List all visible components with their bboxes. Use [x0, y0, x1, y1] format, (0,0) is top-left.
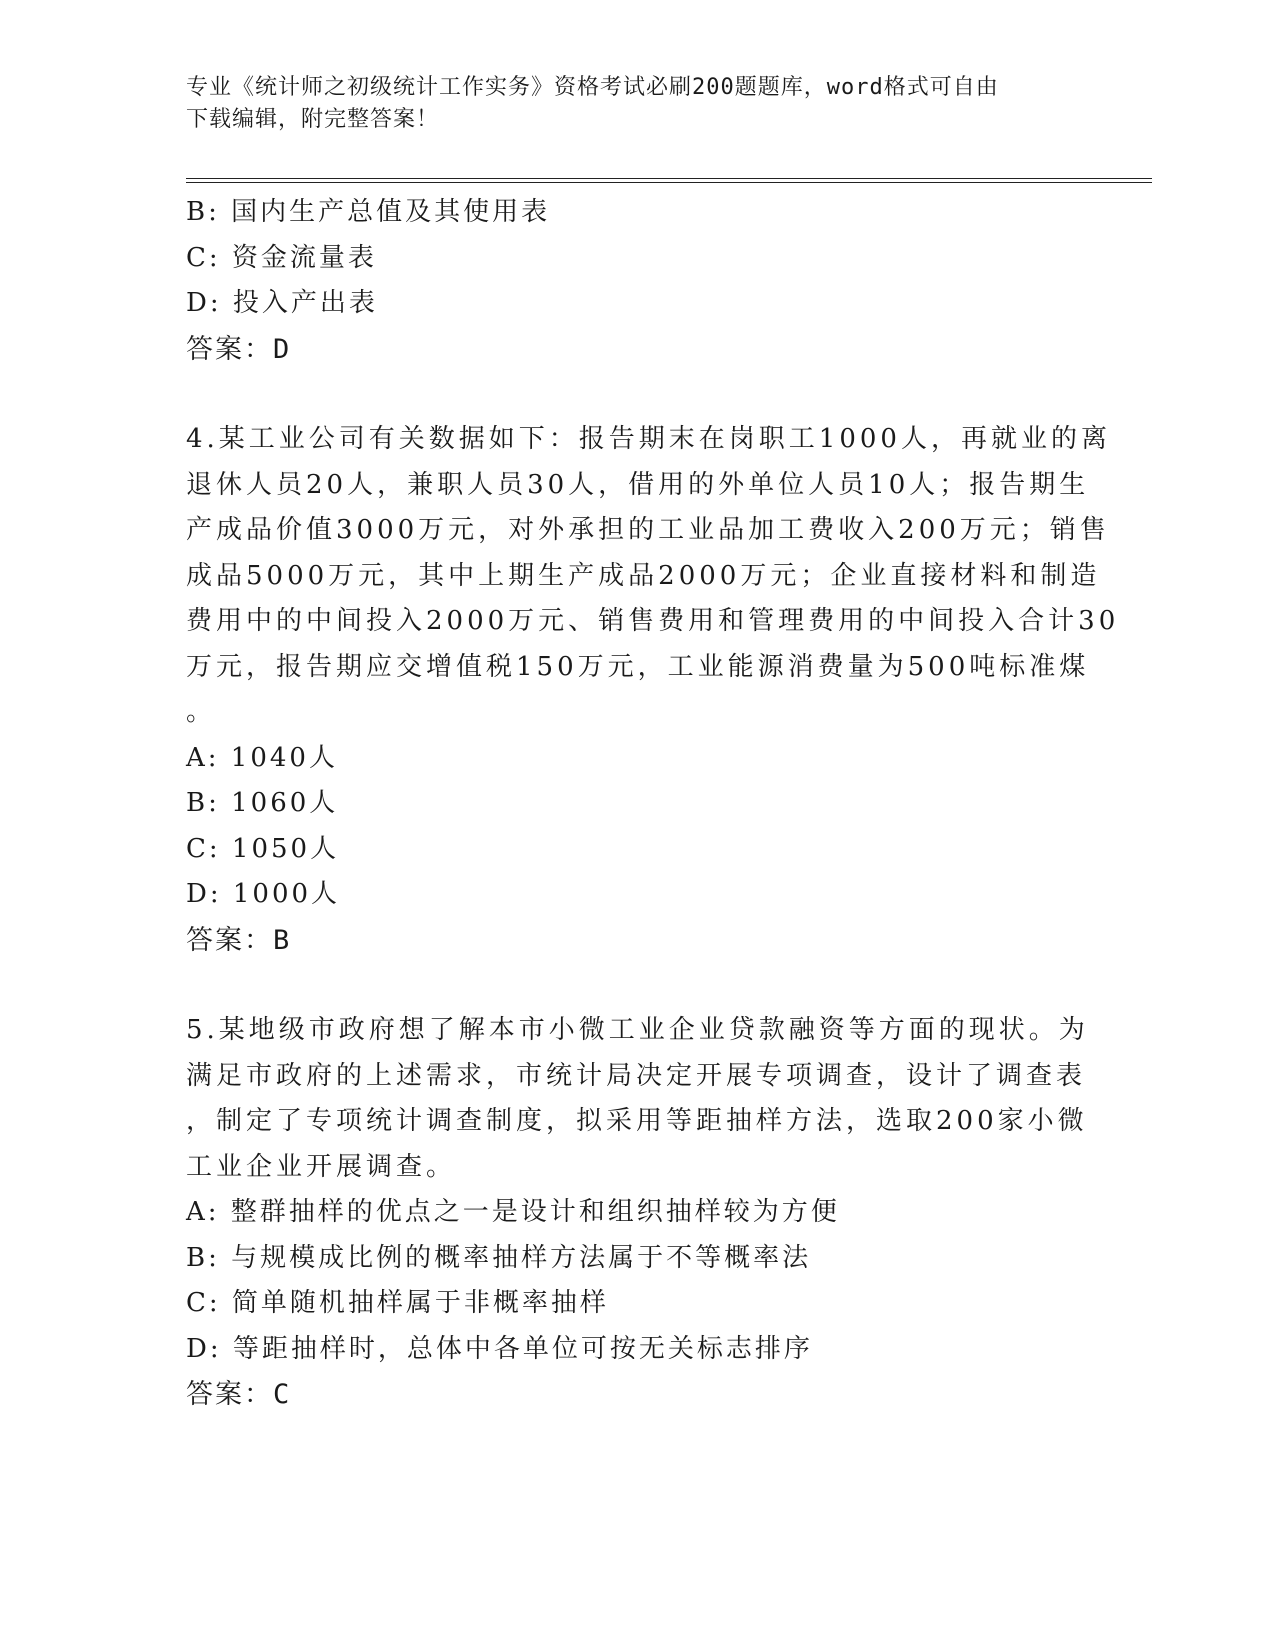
- header-divider-bottom: [186, 182, 1152, 183]
- question-4-line: 4.某工业公司有关数据如下：报告期末在岗职工1000人，再就业的离: [186, 424, 1111, 454]
- spacer: [186, 372, 1086, 417]
- option-d: D: 等距抽样时，总体中各单位可按无关标志排序: [186, 1333, 813, 1364]
- question-4-line: 成品5000万元，其中上期生产成品2000万元；企业直接材料和制造: [186, 560, 1101, 591]
- question-4-line: 产成品价值3000万元，对外承担的工业品加工费收入200万元；销售: [186, 515, 1110, 545]
- question-5-line: 5.某地级市政府想了解本市小微工业企业贷款融资等方面的现状。为: [186, 1015, 1089, 1045]
- question-4-stem: [186, 417, 1120, 736]
- document-body: [186, 190, 1120, 1418]
- header-line-2: 下载编辑，附完整答案！: [186, 107, 440, 132]
- option-c: C: 简单随机抽样属于非概率抽样: [186, 1288, 609, 1318]
- question-5-line: ，制定了专项统计调查制度，拟采用等距抽样方法，选取200家小微: [186, 1106, 1088, 1136]
- question-5-options: [186, 1190, 1086, 1372]
- question-5-line: 满足市政府的上述需求，市统计局决定开展专项调查，设计了调查表: [186, 1060, 1087, 1091]
- option-d: D: 投入产出表: [186, 288, 378, 318]
- option-c: C: 资金流量表: [186, 242, 377, 273]
- header-divider-top: [186, 178, 1152, 179]
- question-4-line: 费用中的中间投入2000万元、销售费用和管理费用的中间投入合计30: [186, 606, 1120, 636]
- option-d: D: 1000人: [186, 879, 341, 909]
- option-a: A: 整群抽样的优点之一是设计和组织抽样较为方便: [186, 1197, 840, 1227]
- option-c: C: 1050人: [186, 833, 340, 864]
- option-b: B: 1060人: [186, 788, 339, 818]
- question-4-options: [186, 736, 1086, 918]
- spacer: [186, 963, 1086, 1008]
- question-4-line: 。: [186, 697, 217, 727]
- question-4-line: 万元，报告期应交增值税150万元，工业能源消费量为500吨标准煤: [186, 651, 1090, 682]
- header-line-1: 专业《统计师之初级统计工作实务》资格考试必刷200题题库，word格式可自由: [186, 75, 999, 100]
- question-4-answer: 答案：B: [186, 924, 292, 956]
- question-5-answer: 答案：C: [186, 1379, 292, 1410]
- document-header: [186, 72, 1086, 136]
- option-a: A: 1040人: [186, 742, 338, 773]
- question-3-options: [186, 190, 1086, 327]
- option-b: B: 与规模成比例的概率抽样方法属于不等概率法: [186, 1242, 812, 1273]
- question-5-stem: [186, 1008, 1089, 1190]
- question-3-answer: 答案：D: [186, 333, 292, 365]
- question-5-line: 工业企业开展调查。: [186, 1151, 457, 1182]
- option-b: B: 国内生产总值及其使用表: [186, 197, 551, 227]
- question-4-line: 退休人员20人，兼职人员30人，借用的外单位人员10人；报告期生: [186, 469, 1090, 500]
